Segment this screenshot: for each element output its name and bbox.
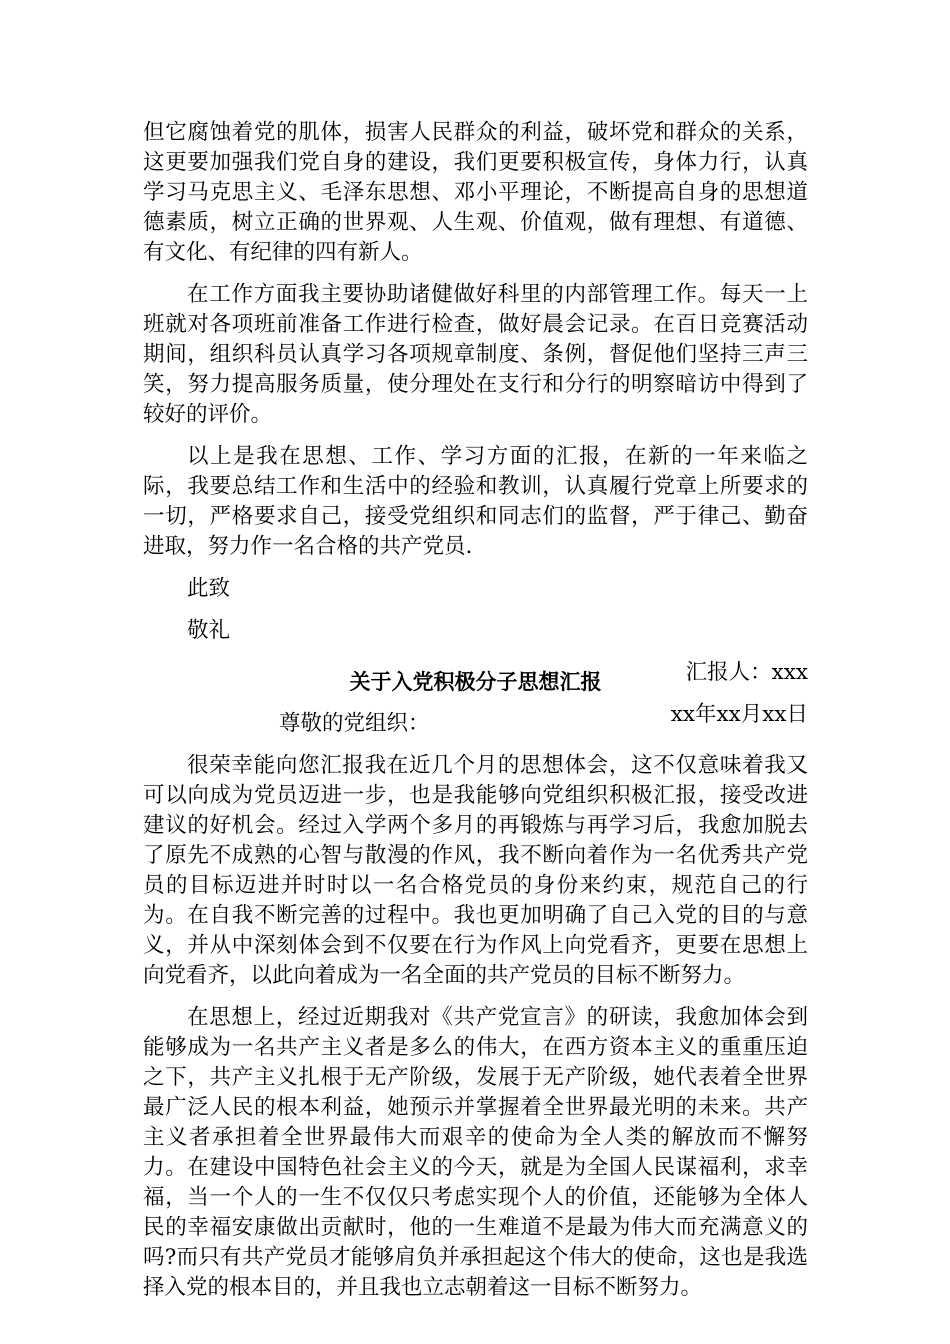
page-title: 关于入党积极分子思想汇报: [349, 670, 602, 694]
paragraph-thought: 在思想上，经过近期我对《共产党宣言》的研读，我愈加体会到能够成为一名共产主义者是多么的伟大，在西方资本主义的重重压迫之下，共产主义扎根于无产阶级，发展于无产阶级，她代表着全世界最广泛人民的根本利益，她预示并掌握着全世界最光明的未来。共产主义者承担着全世界最伟大而艰辛的使命为全人类的解放而不懈努力。在建设中国特色社会主义的今天，就是为全国人民谋福利，求幸福，当一个人的一生不仅仅只考虑实现个人的价值，还能够为全体人民的幸福安康做出贡献时，他的一生难道不是最为伟大而充满意义的吗?而只有共产党员才能够肩负并承担起这个伟大的使命，这也是我选择入党的根本目的，并且我也立志朝着这一目标不断努力。: [143, 1005, 808, 1300]
paragraph-summary: 以上是我在思想、工作、学习方面的汇报，在新的一年来临之际，我要总结工作和生活中的经验和教训，认真履行党章上所要求的一切，严格要求自己，接受党组织和同志们的监督，严于律己、勤奋进取，努力作一名合格的共产党员.: [143, 444, 808, 559]
second-report: [143, 667, 808, 1303]
closing-jingli: 敬礼: [187, 618, 231, 643]
signature-line: 汇报人：xxx: [685, 660, 808, 685]
report-continuation: [143, 118, 808, 730]
paragraph-work: 在工作方面我主要协助诸健做好科里的内部管理工作。每天一上班就对各项班前准备工作进行检查，做好晨会记录。在百日竞赛活动期间，组织科员认真学习各项规章制度、条例，督促他们坚持三声三笑，努力提高服务质量，使分理处在支行和分行的明察暗访中得到了较好的评价。: [143, 282, 808, 427]
paragraph-intro: 很荣幸能向您汇报我在近几个月的思想体会，这不仅意味着我又可以向成为党员迈进一步，也是我能够向党组织积极汇报，接受改进建议的好机会。经过入学两个多月的再锻炼与再学习后，我愈加脱去了原先不成熟的心智与散漫的作风，我不断向着作为一名优秀共产党员的目标迈进并时时以一名合格党员的身份来约束，规范自己的行为。在自我不断完善的过程中。我也更加明确了自己入党的目的与意义，并从中深刻体会到不仅要在行为作风上向党看齐，更要在思想上向党看齐，以此向着成为一名全面的共产党员的目标不断努力。: [143, 753, 808, 988]
paragraph-continued: 但它腐蚀着党的肌体，损害人民群众的利益，破坏党和群众的关系，这更要加强我们党自身的建设，我们更要积极宣传，身体力行，认真学习马克思主义、毛泽东思想、邓小平理论，不断提高自身的思想道德素质，树立正确的世界观、人生观、价值观，做有理想、有道德、有文化、有纪律的四有新人。: [143, 120, 808, 265]
closing-cizhi: 此致: [187, 576, 231, 601]
date-line: xx年xx月xx日: [670, 702, 808, 727]
salutation: 尊敬的党组织：: [279, 711, 430, 736]
